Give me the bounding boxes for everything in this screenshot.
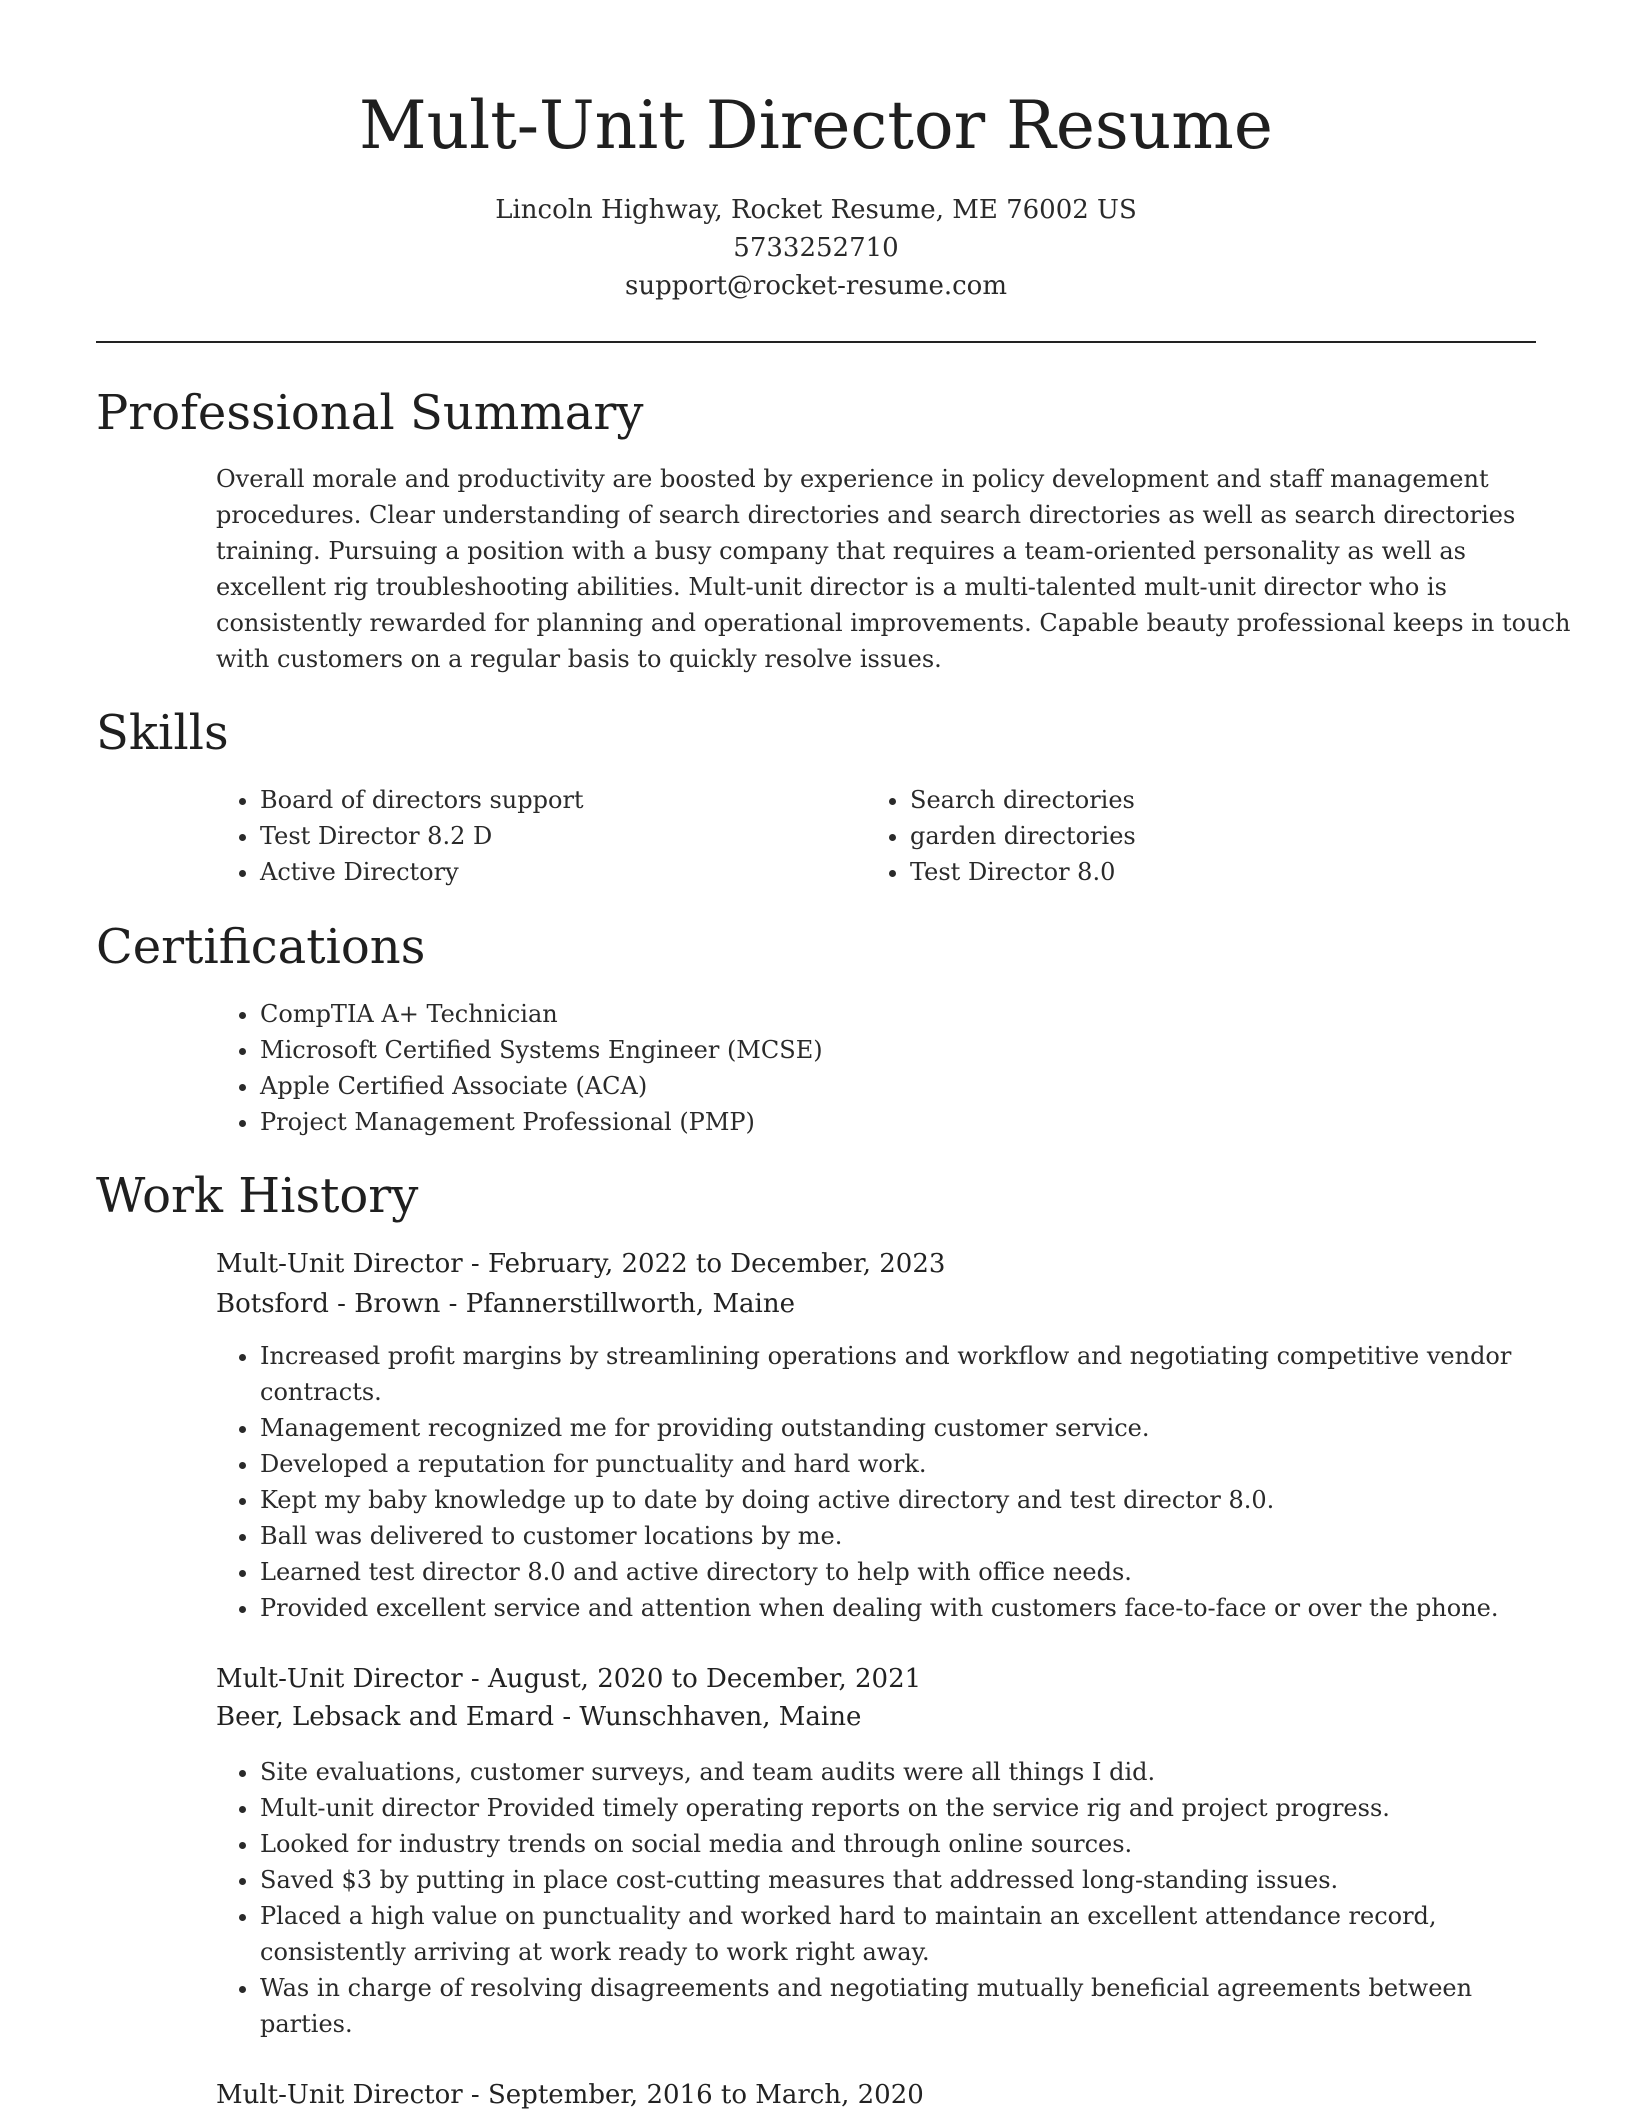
job-bullet — [260, 1970, 1580, 2042]
job-bullet: • Looked for industry trends on social media and through online sources. — [260, 1826, 1580, 1862]
summary-line: consistently rewarded for planning and operational improvements. Capable beauty professional keeps in touch — [216, 609, 1571, 637]
summary-line: Overall morale and productivity are boosted by experience in policy development and staff management — [216, 465, 1489, 493]
summary-text — [216, 461, 1571, 677]
job-title-line: Mult-Unit Director - February, 2022 to December, 2023 — [216, 1249, 946, 1279]
job-bullet: • Management recognized me for providing outstanding customer service. — [260, 1410, 1580, 1446]
skill-item: • Search directories — [910, 782, 1510, 818]
skills-heading: Skills — [96, 705, 229, 761]
skills-list-left — [216, 782, 860, 890]
job-bullet — [260, 1898, 1580, 1970]
skill-item: • Test Director 8.0 — [910, 854, 1510, 890]
job-bullet: • Provided excellent service and attention when dealing with customers face-to-face or over the phone. — [260, 1590, 1580, 1626]
job-company-line: Botsford - Brown - Pfannerstillworth, Maine — [216, 1289, 796, 1319]
summary-line: excellent rig troubleshooting abilities. Mult-unit director is a multi-talented mult-unit director who is — [216, 573, 1447, 601]
page-title: Mult-Unit Director Resume — [359, 87, 1273, 164]
skills-list-right — [866, 782, 1510, 890]
contact-email: support@rocket-resume.com — [624, 271, 1007, 301]
job-bullet-line: parties. — [260, 2010, 353, 2038]
certification-item: • Project Management Professional (PMP) — [260, 1104, 1560, 1140]
job-bullet: • Mult-unit director Provided timely operating reports on the service rig and project progress. — [260, 1790, 1580, 1826]
job-bullet-line: contracts. — [260, 1378, 382, 1406]
job-bullets — [216, 1338, 1580, 1626]
certification-item: • CompTIA A+ Technician — [260, 996, 1560, 1032]
summary-line: procedures. Clear understanding of search directories and search directories as well as search directories — [216, 501, 1516, 529]
job-bullet: • Saved $3 by putting in place cost-cutting measures that addressed long-standing issues. — [260, 1862, 1580, 1898]
skill-item: • Board of directors support — [260, 782, 860, 818]
job-bullets — [216, 1754, 1580, 2042]
job-company-line: Beer, Lebsack and Emard - Wunschhaven, Maine — [216, 1702, 862, 1732]
job-bullet-line: • Increased profit margins by streamlining operations and workflow and negotiating competitive vendor — [260, 1342, 1512, 1370]
job-title-line: Mult-Unit Director - August, 2020 to December, 2021 — [216, 1664, 922, 1694]
summary-line: training. Pursuing a position with a busy company that requires a team-oriented personality as well as — [216, 537, 1466, 565]
certifications-list — [216, 996, 1560, 1140]
certifications-heading: Certifications — [96, 919, 426, 975]
job-bullet: • Kept my baby knowledge up to date by doing active directory and test director 8.0. — [260, 1482, 1580, 1518]
skill-item: • Active Directory — [260, 854, 860, 890]
skill-item: • garden directories — [910, 818, 1510, 854]
contact-phone: 5733252710 — [733, 233, 899, 263]
job-bullet-line: • Was in charge of resolving disagreements and negotiating mutually beneficial agreements between — [260, 1974, 1473, 2002]
skill-item: • Test Director 8.2 D — [260, 818, 860, 854]
job-bullet: • Site evaluations, customer surveys, and team audits were all things I did. — [260, 1754, 1580, 1790]
job-bullet: • Developed a reputation for punctuality and hard work. — [260, 1446, 1580, 1482]
work-history-heading: Work History — [96, 1168, 419, 1224]
job-title-line: Mult-Unit Director - September, 2016 to March, 2020 — [216, 2080, 924, 2110]
job-bullet: • Ball was delivered to customer locations by me. — [260, 1518, 1580, 1554]
summary-heading: Professional Summary — [96, 385, 644, 441]
summary-line: with customers on a regular basis to quickly resolve issues. — [216, 645, 942, 673]
job-bullet-line: • Placed a high value on punctuality and worked hard to maintain an excellent attendance record, — [260, 1902, 1437, 1930]
header-divider — [96, 341, 1536, 343]
job-bullet: • Learned test director 8.0 and active directory to help with office needs. — [260, 1554, 1580, 1590]
job-bullet — [260, 1338, 1580, 1410]
certification-item: • Microsoft Certified Systems Engineer (MCSE) — [260, 1032, 1560, 1068]
certification-item: • Apple Certified Associate (ACA) — [260, 1068, 1560, 1104]
contact-address: Lincoln Highway, Rocket Resume, ME 76002 US — [495, 195, 1137, 225]
job-bullet-line: consistently arriving at work ready to work right away. — [260, 1938, 930, 1966]
